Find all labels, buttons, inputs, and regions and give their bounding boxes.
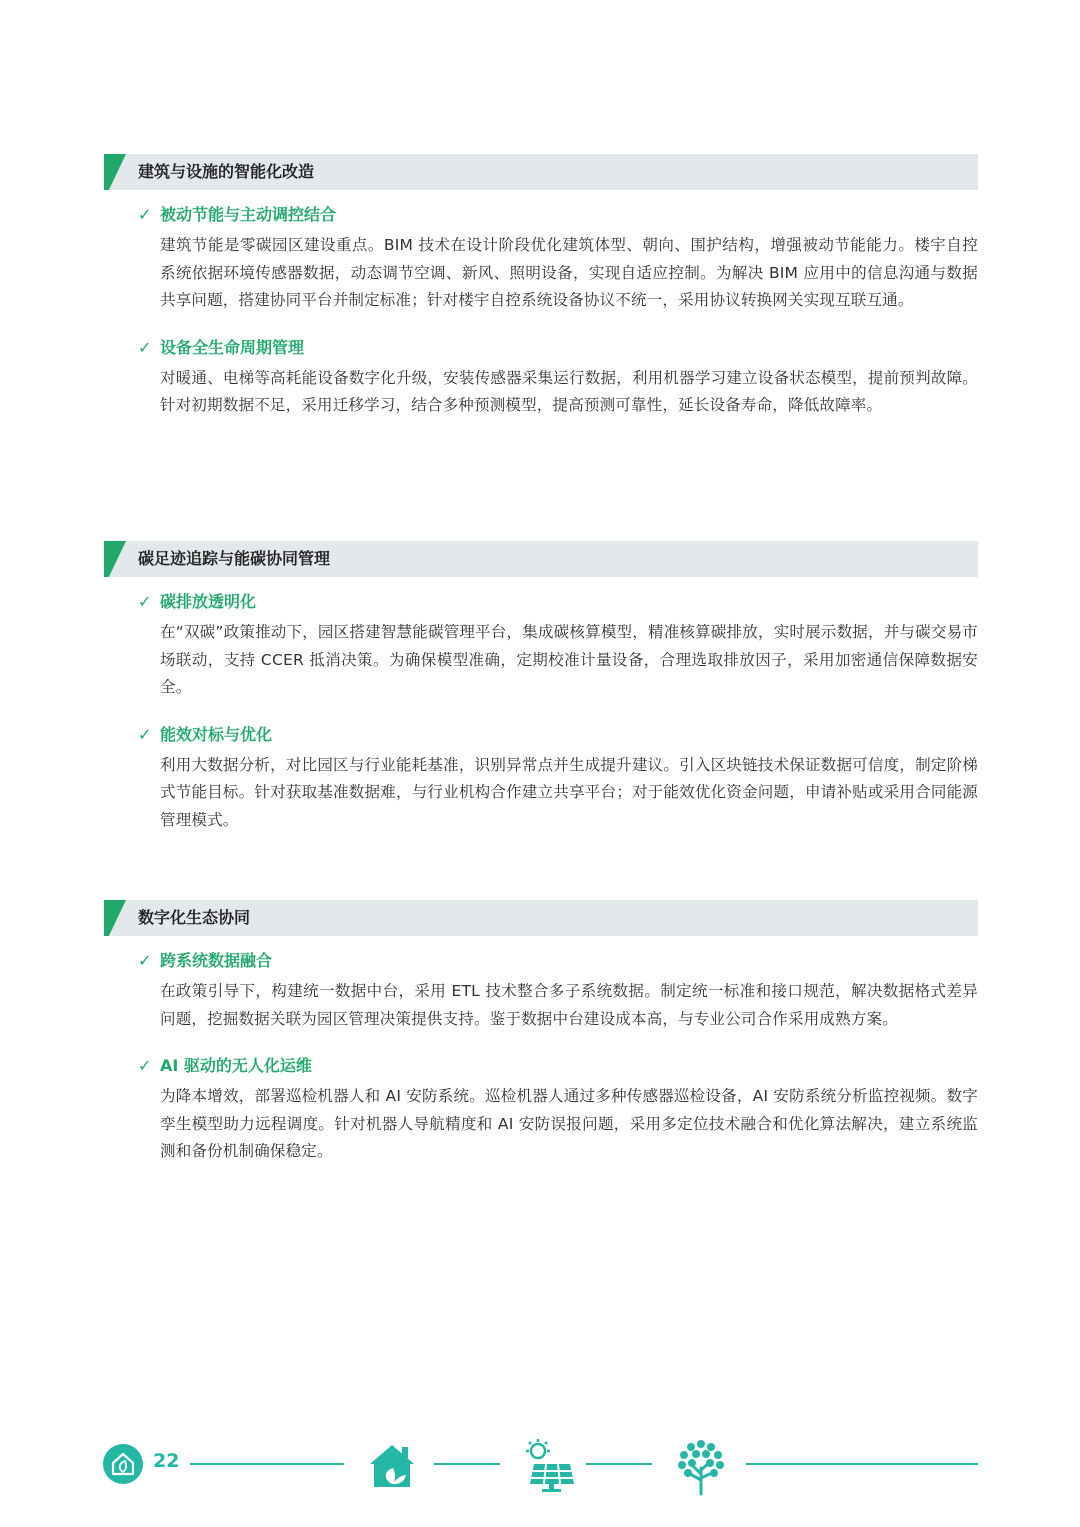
section-header — [104, 154, 978, 190]
section-title: 碳足迹追踪与能碳协同管理 — [138, 549, 331, 568]
subsection-body: 对暖通、电梯等高耗能设备数字化升级，安装传感器采集运行数据，利用机器学习建立设备状态模型，提前预判故障。针对初期数据不足，采用迁移学习，结合多种预测模型，提高预测可靠性，延长设备寿命，降低故障率。 — [160, 368, 978, 414]
subsection — [138, 591, 978, 702]
home-leaf-icon — [103, 1444, 143, 1484]
footer-divider — [586, 1463, 652, 1465]
page-number: 22 — [153, 1450, 180, 1472]
section-header — [104, 541, 978, 577]
subsection-heading — [138, 1055, 978, 1077]
subsection-body: 建筑节能是零碳园区建设重点。BIM 技术在设计阶段优化建筑体型、朝向、围护结构，增强被动节能能力。楼宇自控系统依据环境传感器数据，动态调节空调、新风、照明设备，实现自适应控制。为解决 BIM 应用中的信息沟通与数据共享问题，搭建协同平台并制定标准；针对楼宇自控系统设备协议不统一，采用协议转换网关实现互联互通。 — [160, 236, 978, 309]
check-icon: ✓ — [138, 205, 152, 224]
section-carbon-tracking — [104, 541, 978, 834]
subsection-title: 被动节能与主动调控结合 — [160, 205, 337, 224]
section-title: 数字化生态协同 — [138, 908, 251, 927]
subsection-heading — [138, 950, 978, 972]
subsection — [138, 950, 978, 1033]
subsection-body: 在政策引导下，构建统一数据中台，采用 ETL 技术整合多子系统数据。制定统一标准和接口规范，解决数据格式差异问题，挖掘数据关联为园区管理决策提供支持。鉴于数据中台建设成本高，与专业公司合作采用成熟方案。 — [160, 982, 978, 1028]
subsection-heading — [138, 204, 978, 226]
check-icon: ✓ — [138, 724, 152, 744]
footer-divider — [434, 1463, 500, 1465]
tree-icon — [676, 1438, 726, 1496]
subsection-title: AI 驱动的无人化运维 — [160, 1056, 312, 1075]
subsection-heading — [138, 591, 978, 613]
solar-panel-icon — [520, 1438, 576, 1494]
subsection-body: 为降本增效，部署巡检机器人和 AI 安防系统。巡检机器人通过多种传感器巡检设备，AI 安防系统分析监控视频。数字孪生模型助力远程调度。针对机器人导航精度和 AI 安防误报问题，采用多定位技术融合和优化算法解决，建立系统监测和备份机制确保稳定。 — [160, 1087, 978, 1160]
check-icon: ✓ — [138, 951, 152, 970]
subsection-title: 能效对标与优化 — [160, 724, 273, 744]
subsection — [138, 724, 978, 835]
subsection-title: 碳排放透明化 — [160, 592, 257, 611]
section-header — [104, 900, 978, 936]
header-accent-bar — [104, 900, 126, 936]
header-accent-bar — [104, 541, 126, 577]
footer-divider — [746, 1463, 978, 1465]
house-plant-icon — [366, 1440, 418, 1490]
subsection-heading — [138, 724, 978, 746]
section-title: 建筑与设施的智能化改造 — [138, 162, 315, 181]
page-footer — [0, 1430, 1080, 1500]
section-smart-building — [104, 154, 978, 420]
subsection-title: 设备全生命周期管理 — [160, 337, 305, 357]
subsection-body: 利用大数据分析，对比园区与行业能耗基准，识别异常点并生成提升建议。引入区块链技术保证数据可信度，制定阶梯式节能目标。针对获取基准数据难，与行业机构合作建立共享平台；对于能效优化资金问题，申请补贴或采用合同能源管理模式。 — [160, 755, 978, 829]
subsection — [138, 1055, 978, 1166]
subsection — [138, 204, 978, 315]
subsection — [138, 337, 978, 420]
check-icon: ✓ — [138, 337, 152, 357]
footer-divider — [190, 1463, 344, 1465]
header-accent-bar — [104, 154, 126, 190]
subsection-body: 在“双碳”政策推动下，园区搭建智慧能碳管理平台，集成碳核算模型，精准核算碳排放，实时展示数据，并与碳交易市场联动，支持 CCER 抵消决策。为确保模型准确，定期校准计量设备，合理选取排放因子，采用加密通信保障数据安全。 — [160, 623, 978, 696]
subsection-heading — [138, 337, 978, 359]
check-icon: ✓ — [138, 1056, 152, 1075]
section-digital-ecosystem — [104, 900, 978, 1166]
subsection-title: 跨系统数据融合 — [160, 951, 273, 970]
check-icon: ✓ — [138, 592, 152, 611]
